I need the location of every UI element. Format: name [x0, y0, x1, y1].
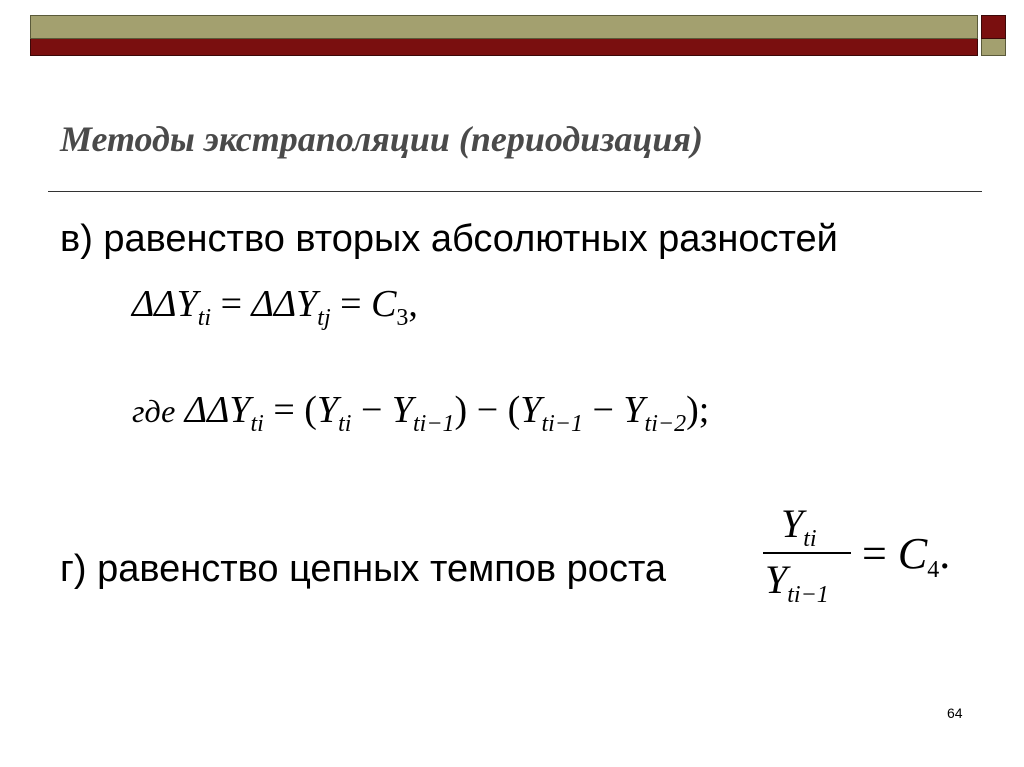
formula2-y4: Y	[623, 389, 645, 431]
formula3-tail: .	[939, 529, 951, 578]
formula2-tail: );	[686, 389, 710, 431]
formula1-mid: ΔΔY	[251, 283, 318, 325]
formula2-mid: ) − (	[454, 389, 521, 431]
formula3-c-sub: 4	[927, 557, 940, 583]
item-g-text: г) равенство цепных темпов роста	[60, 548, 667, 590]
title-divider	[48, 191, 982, 192]
formula1-eq: =	[211, 283, 252, 325]
fraction-numerator	[781, 500, 817, 553]
formula2-minus2: −	[582, 389, 624, 431]
formula1-rhs: C	[371, 283, 397, 325]
top-bar-red	[30, 39, 978, 56]
formula2-y3-sub: ti−1	[541, 411, 583, 437]
formula1-rhs-sub: 3	[396, 305, 409, 331]
formula3-c: C	[897, 529, 928, 578]
formula2-lhs-sub: ti	[250, 411, 264, 437]
formula2-lhs: ΔΔY	[184, 389, 251, 431]
formula2-y2-sub: ti−1	[413, 411, 455, 437]
formula-second-differences	[132, 282, 418, 332]
formula2-y4-sub: ti−2	[644, 411, 687, 437]
slide-title: Методы экстраполяции (периодизация)	[60, 119, 703, 159]
formula1-eq2: =	[330, 283, 372, 325]
page-number: 64	[947, 705, 963, 721]
corner-square-olive	[981, 39, 1006, 56]
formula-definition	[132, 388, 709, 438]
formula2-minus1: −	[351, 389, 392, 431]
formula2-y1-sub: ti	[338, 411, 352, 437]
fraction-den-y: Y	[765, 557, 788, 602]
fraction-bar	[763, 552, 851, 554]
fraction-num-y: Y	[781, 501, 804, 546]
formula1-tail: ,	[408, 283, 418, 325]
formula2-y1: Y	[316, 389, 339, 431]
formula1-lhs-sub: ti	[197, 305, 212, 331]
formula2-eq: = (	[263, 389, 317, 431]
formula3-rhs	[862, 528, 950, 584]
corner-square-red	[981, 15, 1006, 39]
top-bar-olive	[30, 15, 978, 39]
formula3-eq: =	[862, 529, 898, 578]
item-v-text: в) равенство вторых абсолютных разностей	[60, 218, 838, 260]
fraction-num-sub: ti	[803, 526, 817, 552]
fraction-denominator	[765, 556, 829, 609]
formula2-y2: Y	[391, 389, 414, 431]
formula2-y3: Y	[520, 389, 542, 431]
formula2-prefix: где	[132, 393, 176, 429]
formula1-lhs: ΔΔY	[132, 283, 198, 325]
fraction-den-sub: ti−1	[787, 582, 829, 608]
formula1-mid-sub: tj	[317, 305, 331, 331]
